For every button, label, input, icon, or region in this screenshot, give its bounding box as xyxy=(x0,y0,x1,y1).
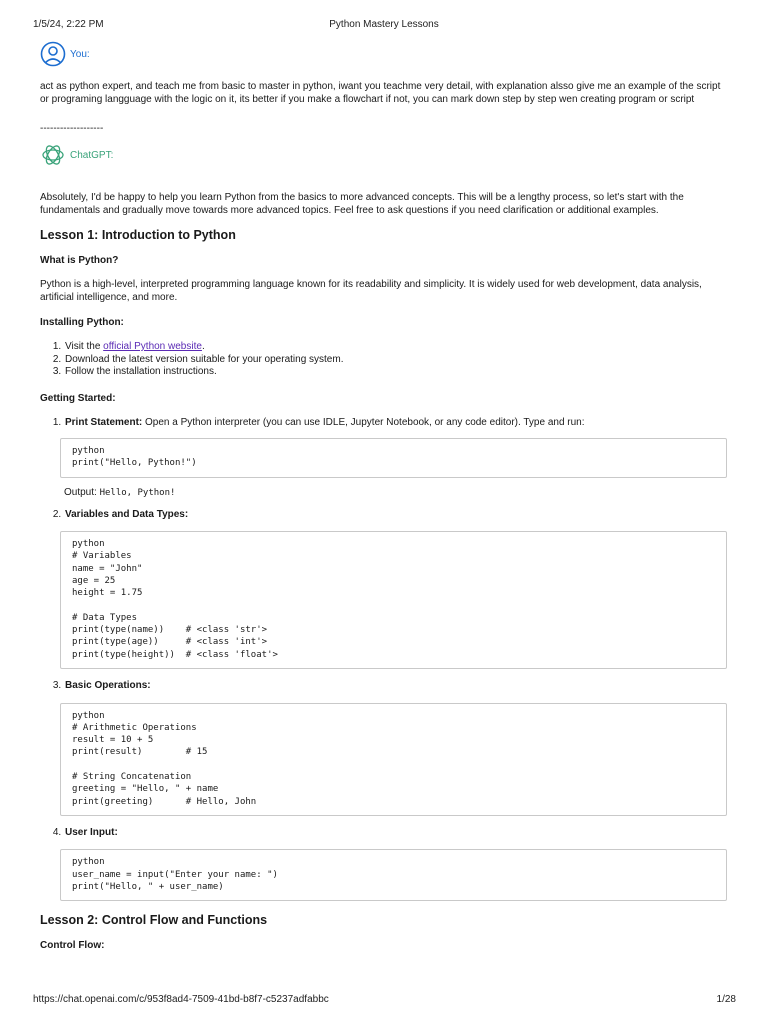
getting-started-item-2 xyxy=(40,509,728,522)
code-block-variables[interactable]: python # Variables name = "John" age = 25 height = 1.75 # Data Types print(type(name)) # <class 'str'> print(type(age)) # <class 'int'> print(type(height)) # <class 'float'> xyxy=(60,531,727,669)
getting-started-item-3 xyxy=(40,680,728,693)
what-is-python-heading: What is Python? xyxy=(40,255,119,266)
what-is-python-text: Python is a high-level, interpreted programming language known for its readability and simplicity. It is widely used for web development, data analysis, artificial intelligence, and more. xyxy=(40,279,702,303)
assistant-label: ChatGPT: xyxy=(70,149,114,161)
output-value: Hello, Python! xyxy=(99,487,176,498)
user-speaker xyxy=(40,40,728,68)
code-block-user-input[interactable]: python user_name = input("Enter your name: ") print("Hello, " + user_name) xyxy=(60,849,727,901)
print-title: Python Mastery Lessons xyxy=(329,19,439,30)
list-item: 3. Basic Operations: xyxy=(64,680,728,693)
user-message: act as python expert, and teach me from basic to master in python, iwant you teachme very detail, with explanation alsso give me an example of the script or programing langguage with the logic on it, its better if you make a flowchart if not, you can mark down step by step wen creating program or script xyxy=(40,81,721,105)
lesson2-title: Lesson 2: Control Flow and Functions xyxy=(40,913,268,928)
getting-started-heading: Getting Started: xyxy=(40,392,116,404)
divider: ------------------- xyxy=(40,123,104,134)
conversation xyxy=(40,40,728,951)
user-avatar-icon xyxy=(40,41,66,67)
print-datetime: 1/5/24, 2:22 PM xyxy=(33,19,104,30)
list-item: 1. Print Statement: Open a Python interpreter (you can use IDLE, Jupyter Notebook, or any code editor). Type and run: xyxy=(64,417,728,430)
output-line: Output: Hello, Python! xyxy=(64,486,176,498)
getting-started-item-4 xyxy=(40,827,728,840)
install-steps xyxy=(40,341,728,379)
getting-started-item-1 xyxy=(40,417,728,430)
page-number: 1/28 xyxy=(716,994,736,1005)
code-block-operations[interactable]: python # Arithmetic Operations result = 10 + 5 print(result) # 15 # String Concatenation greeting = "Hello, " + name print(greeting) # Hello, John xyxy=(60,703,727,816)
user-label: You: xyxy=(70,48,90,60)
assistant-intro: Absolutely, I'd be happy to help you learn Python from the basics to more advanced concepts. This will be a lengthy process, so let's start with the fundamentals and gradually move towards more advanced topics. Feel free to ask questions if you need clarification or additional examples. xyxy=(40,192,684,216)
list-item: 1. Visit the official Python website. xyxy=(64,341,728,354)
lesson1-title: Lesson 1: Introduction to Python xyxy=(40,228,236,242)
chatgpt-logo-icon xyxy=(40,142,66,168)
code-block-print[interactable]: python print("Hello, Python!") xyxy=(60,438,727,478)
assistant-speaker xyxy=(40,141,728,169)
list-item: 2. Variables and Data Types: xyxy=(64,509,728,522)
list-item: 3. Follow the installation instructions. xyxy=(64,366,728,379)
footer-url: https://chat.openai.com/c/953f8ad4-7509-41bd-b8f7-c5237adfabbc xyxy=(33,994,329,1005)
official-python-website-link[interactable]: official Python website xyxy=(103,341,202,352)
list-item: 2. Download the latest version suitable for your operating system. xyxy=(64,354,728,367)
list-item: 4. User Input: xyxy=(64,827,728,840)
installing-heading: Installing Python: xyxy=(40,317,124,328)
control-flow-heading: Control Flow: xyxy=(40,940,105,952)
